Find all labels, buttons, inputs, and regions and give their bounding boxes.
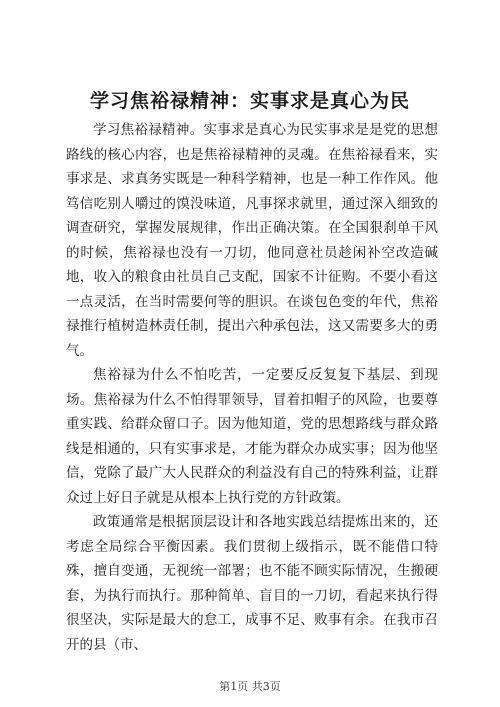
page-footer: 第1页 共3页 <box>219 680 281 693</box>
paragraph-2: 焦裕禄为什么不怕吃苦，一定要反反复复下基层、到现场。焦裕禄为什么不怕得罪领导，冒着扣帽子的风险，也要尊重实践、给群众留口子。因为他知道，党的思想路线与群众路线是相通的，只有实事求是，才能为群众办成实事；因为他坚信，党除了最广大人民群众的利益没有自己的特殊利益，让群众过上好日子就是从根本上执行党的方针政策。 <box>66 367 438 506</box>
paragraph-1: 学习焦裕禄精神。实事求是真心为民实事求是是党的思想路线的核心内容，也是焦裕禄精神的灵魂。在焦裕禄看来，实事求是、求真务实既是一种科学精神，也是一种工作作风。他笃信吃别人嚼过的馍没味道，凡事探求就里，通过深入细致的调查研究，掌握发展规律，作出正确决策。在全国狠刹单干风的时候，焦裕禄也没有一刀切，他同意社员趁闲补空改造碱地，收入的粮食由社员自己支配，国家不计征购。不要小看这一点灵活，在当时需要何等的胆识。在谈包色变的年代，焦裕禄推行植树造林责任制，提出六种承包法，这又需要多大的勇气。 <box>66 122 438 359</box>
document-title: 学习焦裕禄精神：实事求是真心为民 <box>89 90 410 112</box>
document-body <box>66 118 438 657</box>
paragraph-3: 政策通常是根据顶层设计和各地实践总结提炼出来的，还考虑全局综合平衡因素。我们贯彻上级指示，既不能借口特殊，擅自变通，无视统一部署；也不能不顾实际情况，生搬硬套，为执行而执行。那种简单、盲目的一刀切，看起来执行得很坚决，实际是最大的怠工，成事不足、败事有余。在我市召开的县（市、 <box>66 514 438 653</box>
